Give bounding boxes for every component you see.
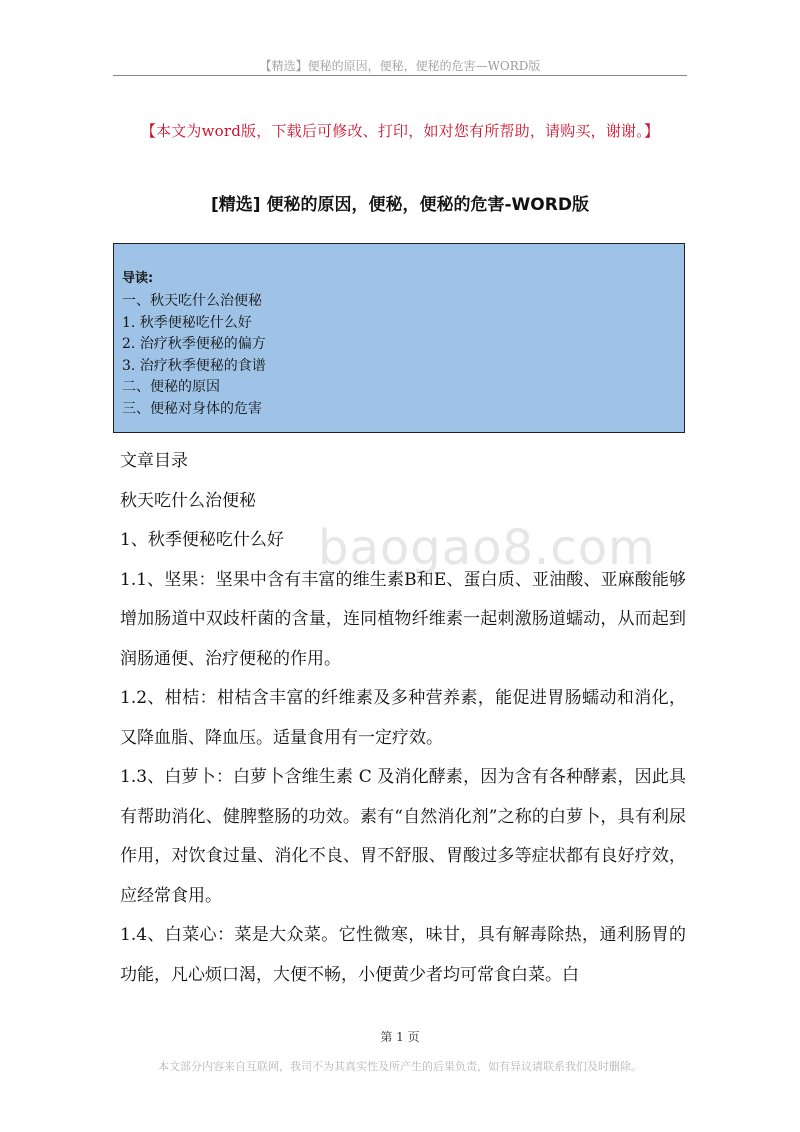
guide-box [113,243,685,433]
paragraph-cabbage: 1.4、白菜心：菜是大众菜。它性微寒，味甘，具有解毒除热，通利肠胃的功能，凡心烦口渴，大便不畅，小便黄少者均可常食白菜。白 [120,925,686,985]
purchase-notice: 【本文为word版，下载后可修改、打印，如对您有所帮助，请购买，谢谢。】 [140,122,660,140]
guide-item: 三、便秘对身体的危害 [122,400,262,417]
toc-heading: 文章目录 [120,451,188,471]
article-body [120,442,686,995]
guide-heading: 导读: [122,271,154,286]
paragraph-nuts: 1.1、坚果：坚果中含有丰富的维生素B和E、蛋白质、亚油酸、亚麻酸能够增加肠道中双歧杆菌的含量，连同植物纤维素一起刺激肠道蠕动，从而起到润肠通便、治疗便秘的作用。 [120,569,686,669]
guide-item: 1. 秋季便秘吃什么好 [122,314,252,331]
page-header: 【精选】便秘的原因，便秘，便秘的危害—WORD版 [259,59,541,73]
sub-heading: 1、秋季便秘吃什么好 [120,530,284,550]
page-footer: 本文部分内容来自互联网，我司不为其真实性及所产生的后果负责，如有异议请联系我们及时删除。 [158,1060,642,1073]
paragraph-citrus: 1.2、柑桔：柑桔含丰富的纤维素及多种营养素，能促进胃肠蠕动和消化，又降血脂、降血压。适量食用有一定疗效。 [120,688,686,748]
page-number: 第 1 页 [380,1030,420,1044]
guide-item: 一、秋天吃什么治便秘 [122,293,262,309]
guide-item: 2. 治疗秋季便秘的偏方 [122,336,266,352]
watermark: baogao8.com [318,520,656,576]
document-title: [精选] 便秘的原因，便秘，便秘的危害-WORD版 [211,195,589,215]
header-divider [113,75,687,76]
guide-item: 3. 治疗秋季便秘的食谱 [122,357,266,374]
section-heading: 秋天吃什么治便秘 [120,490,256,511]
paragraph-radish: 1.3、白萝卜：白萝卜含维生素 C 及消化酵素，因为含有各种酵素，因此具有帮助消化、健脾整肠的功效。素有“自然消化剂”之称的白萝卜，具有利尿作用，对饮食过量、消化不良、胃不舒服、胃酸过多等症状都有良好疗效，应经常食用。 [120,767,686,906]
guide-item: 二、便秘的原因 [122,379,220,395]
